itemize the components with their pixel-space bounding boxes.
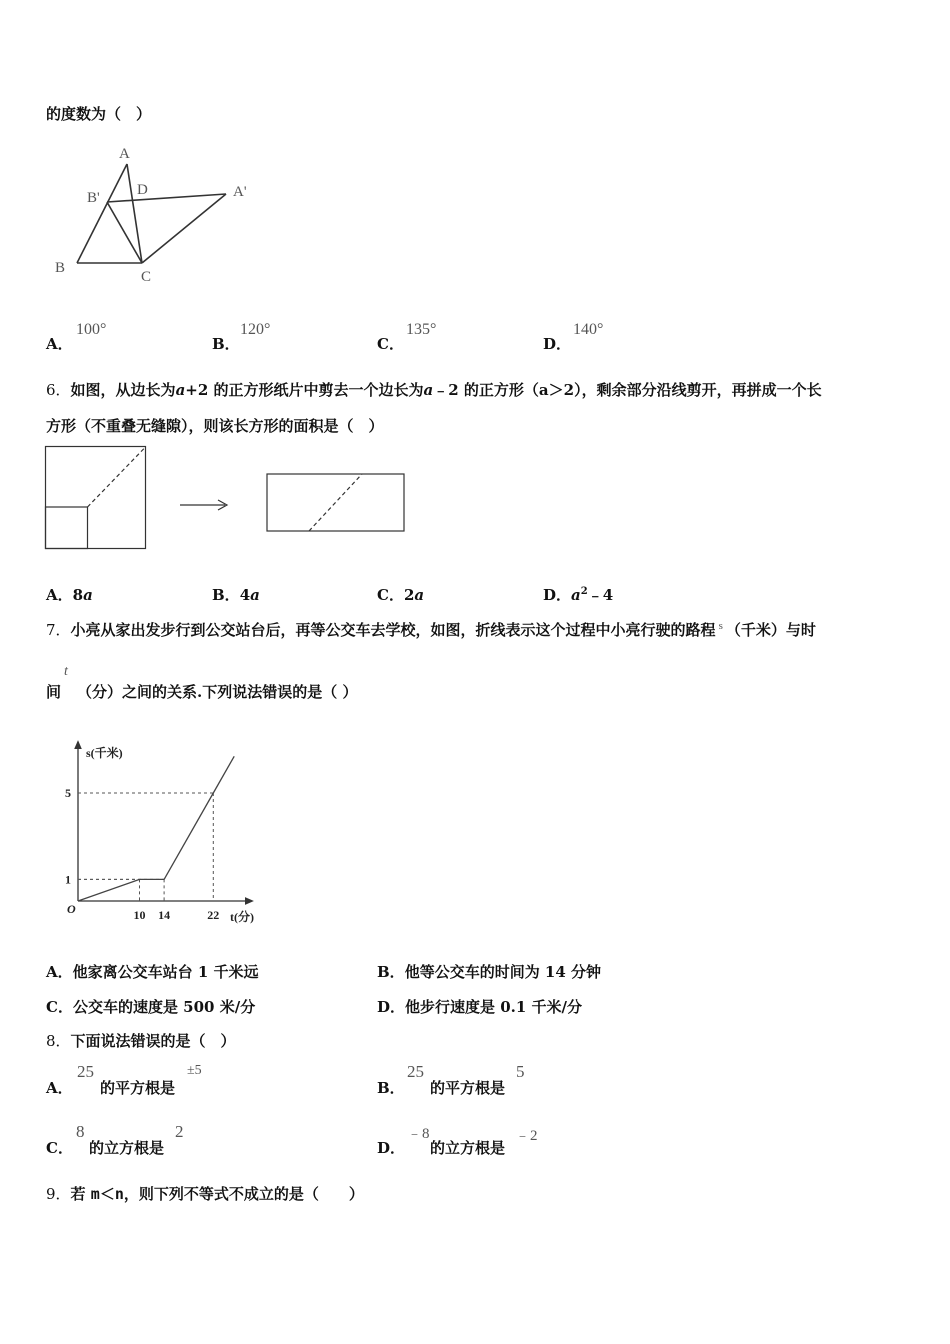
- q6-option-d: D．$a^2﹣4$: [543, 586, 614, 604]
- q7-x-tick-label: 10: [133, 908, 146, 922]
- q8-option-a-result: ±5: [187, 1063, 202, 1078]
- q6-stem-line2: 方形（不重叠无缝隙），则该长方形的面积是（ ）: [46, 417, 384, 435]
- q5-option-d-value: 140°: [573, 321, 604, 338]
- q7-y-label: s(千米): [86, 746, 123, 760]
- q8-option-c-result: 2: [175, 1122, 184, 1141]
- q6-number: 6．: [46, 381, 71, 399]
- q8-option-b-result: 5: [516, 1062, 525, 1081]
- q5-label-bprime: B': [87, 190, 100, 206]
- q7-t-var: t: [64, 664, 68, 679]
- q6-stem-line1: 6．如图，从边长为a+2 的正方形纸片中剪去一个边长为a﹣2 的正方形（a＞2），剩余部分沿线剪开，再拼成一个长: [46, 381, 822, 399]
- q7-series-continuation: [213, 756, 234, 793]
- q8-number: 8．: [46, 1032, 71, 1050]
- q5-line-cap: [142, 194, 226, 263]
- q5-label-c: C: [141, 269, 152, 285]
- q7-x-label: t(分): [230, 910, 254, 924]
- q8-option-d-text: 的立方根是: [430, 1139, 506, 1157]
- q7-option-c: C．公交车的速度是 500 米/分: [46, 998, 256, 1016]
- q8-option-a-expr: 25: [77, 1062, 94, 1081]
- q7-number: 7．: [46, 621, 71, 639]
- q5-option-b-value: 120°: [240, 321, 271, 338]
- q9-stem: 9．若 m＜n，则下列不等式不成立的是（ ）: [46, 1185, 364, 1203]
- q5-label-b: B: [55, 260, 66, 276]
- q5-label-aprime: A': [233, 184, 247, 200]
- q8-option-b-label: B．: [377, 1079, 405, 1097]
- q6-option-c: C．2a: [377, 586, 425, 604]
- q9-number: 9．: [46, 1185, 71, 1203]
- q5-option-b-label: B．: [212, 335, 240, 353]
- q7-chart: [50, 730, 280, 935]
- q6-small-square: [46, 507, 88, 549]
- q5-option-a-value: 100°: [76, 321, 107, 338]
- q7-series-segment-3: [164, 793, 213, 879]
- q5-line-bpa: [107, 194, 226, 202]
- q8-option-a-label: A．: [46, 1079, 73, 1097]
- q7-y-tick-label: 5: [65, 786, 71, 800]
- q7-x-tick-label: 22: [207, 908, 220, 922]
- q6-big-square: [46, 447, 146, 549]
- q6-option-a: A．8a: [46, 586, 93, 604]
- q8-option-c-expr: 8: [76, 1122, 85, 1141]
- q8-option-b-expr: 25: [407, 1062, 424, 1081]
- q5-option-a-label: A．: [46, 335, 73, 353]
- q5-figure: [40, 140, 270, 290]
- q8-option-c-text: 的立方根是: [89, 1139, 165, 1157]
- q7-stem-line1: 7．小亮从家出发步行到公交站台后，再等公交车去学校，如图，折线表示这个过程中小亮行驶的路程 $^s$ （千米）与时: [46, 620, 816, 639]
- q8-option-d-result: ﹣2: [515, 1128, 538, 1144]
- q6-cut-line: [88, 447, 146, 507]
- q8-option-b-text: 的平方根是: [430, 1079, 506, 1097]
- q8-option-a-text: 的平方根是: [100, 1079, 176, 1097]
- q5-stem-tail: 的度数为（ ）: [46, 105, 152, 123]
- q5-label-a: A: [119, 146, 130, 162]
- q7-x-tick-label: 14: [158, 908, 171, 922]
- q8-option-d-expr: ﹣8: [407, 1126, 430, 1142]
- q5-label-d: D: [137, 182, 148, 198]
- q8-option-c-label: C．: [46, 1139, 73, 1157]
- q9-condition: m＜n: [90, 1185, 124, 1203]
- q7-series-segment-1: [78, 879, 140, 901]
- q7-option-a: A．他家离公交车站台 1 千米远: [46, 963, 259, 981]
- q7-origin-label: O: [67, 902, 76, 916]
- q7-stem-line2: 间 （分）之间的关系.下列说法错误的是（ ）: [46, 683, 358, 701]
- q5-option-c-value: 135°: [406, 321, 437, 338]
- q5-line-ac: [127, 164, 142, 263]
- q6-option-b: B．4a: [212, 586, 260, 604]
- q6-figure: [44, 445, 414, 553]
- q5-line-ba: [77, 164, 127, 263]
- q7-y-tick-label: 1: [65, 872, 71, 887]
- q5-option-c-label: C．: [377, 335, 404, 353]
- q8-option-d-label: D．: [377, 1139, 406, 1157]
- q5-option-d-label: D．: [543, 335, 572, 353]
- q7-option-b: B．他等公交车的时间为 14 分钟: [377, 963, 602, 981]
- q7-option-d: D．他步行速度是 0.1 千米/分: [377, 998, 583, 1016]
- q8-stem: 8．下面说法错误的是（ ）: [46, 1032, 236, 1050]
- q6-rect-cut-line: [309, 474, 362, 531]
